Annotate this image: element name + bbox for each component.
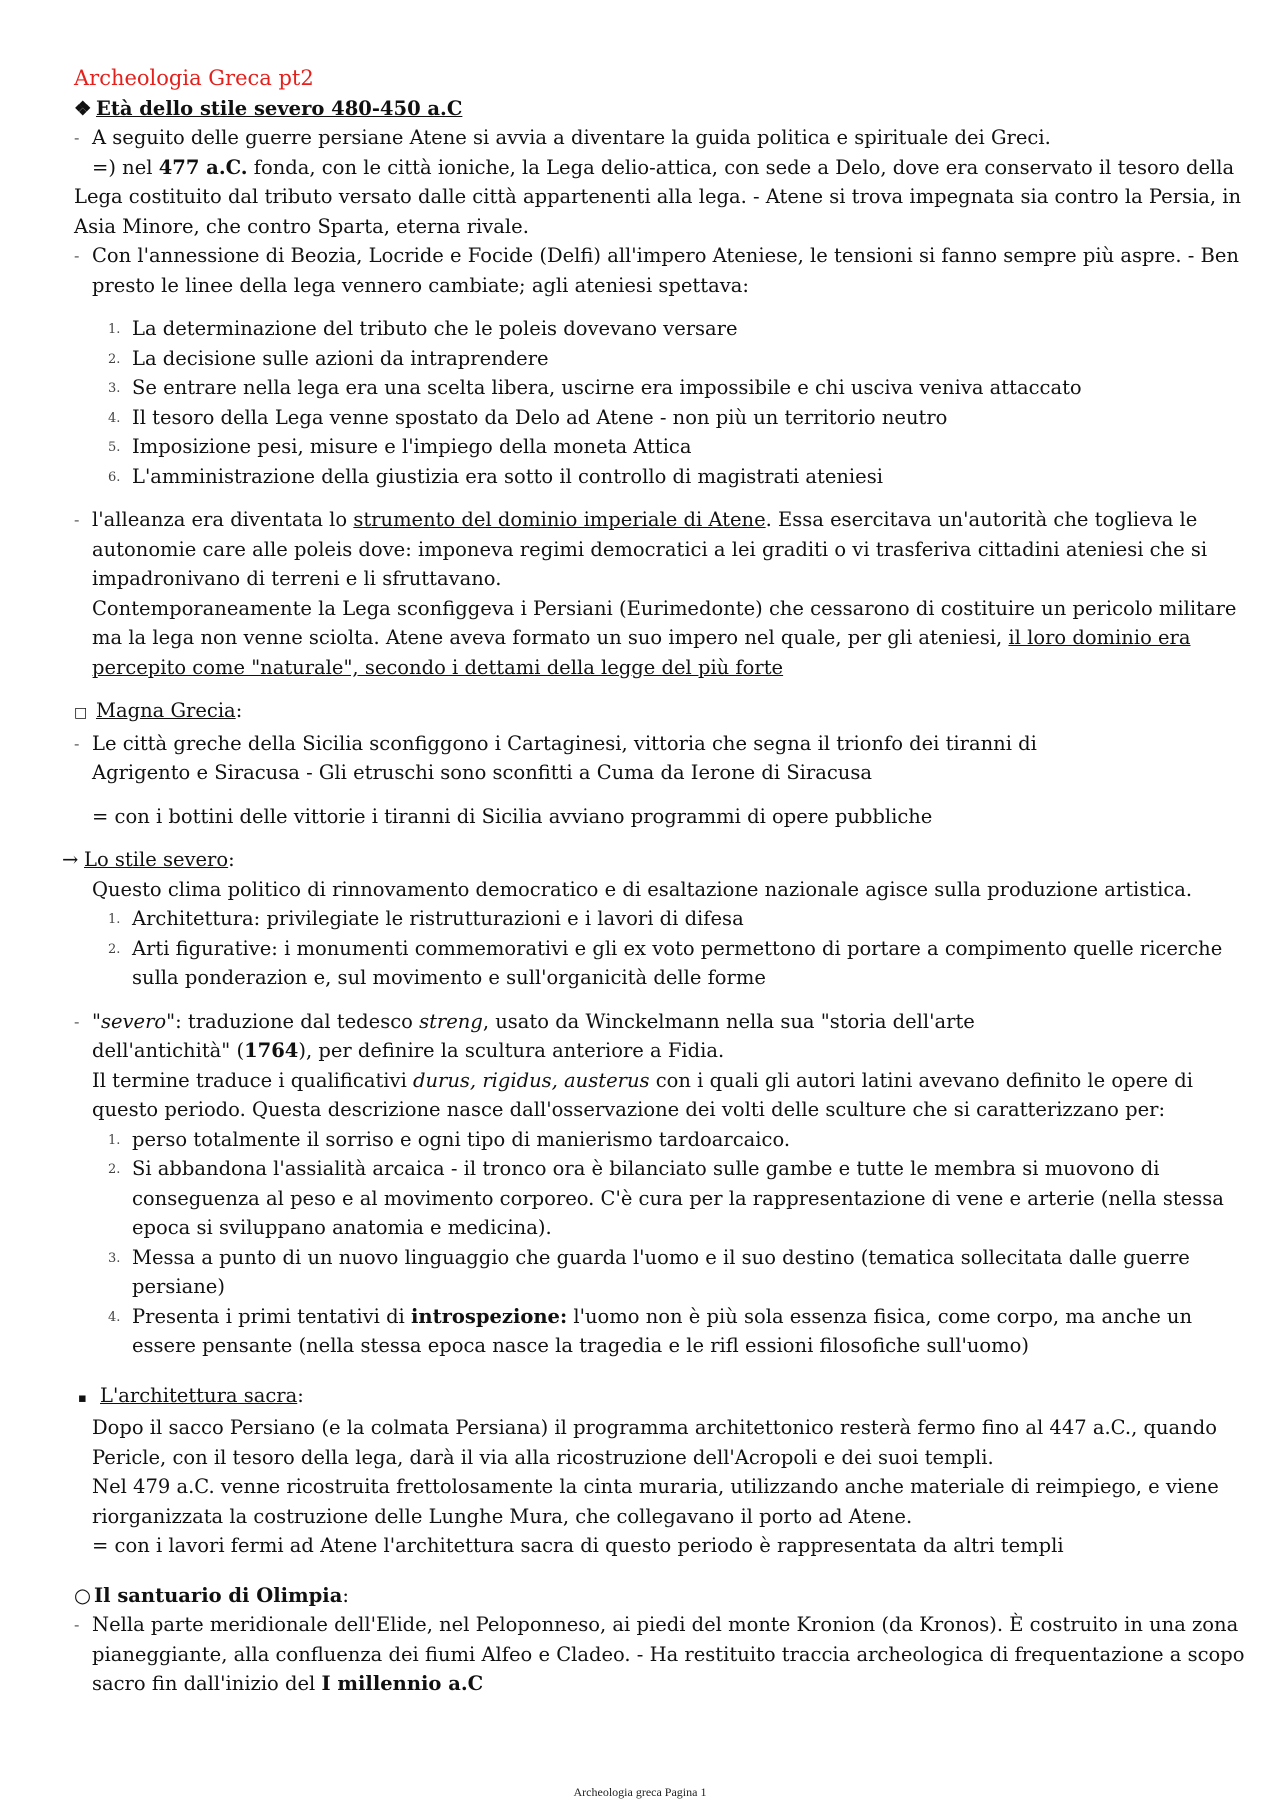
list-item: 1. Architettura: privilegiate le ristrutturazioni e i lavori di difesa — [108, 907, 744, 930]
section-heading-architettura-sacra: ▪ L'architettura sacra: — [74, 1381, 1254, 1414]
list-item: 1. La determinazione del tributo che le poleis dovevano versare — [108, 317, 738, 340]
paragraph: - Con l'annessione di Beozia, Locride e Focide (Delfi) all'impero Ateniese, le tensioni si fanno sempre più aspre. - Ben — [74, 241, 1254, 271]
paragraph: autonomie care alle poleis dove: imponeva regimi democratici a lei graditi o vi trasferiva cittadini ateniesi che si — [92, 537, 1208, 561]
paragraph: - l'alleanza era diventata lo strumento del dominio imperiale di Atene. Essa esercitava un'autorità che toglieva le — [74, 505, 1254, 535]
paragraph: dell'antichità" (1764), per definire la scultura anteriore a Fidia. — [92, 1039, 725, 1062]
paragraph: =) nel 477 a.C. fonda, con le città ioniche, la Lega delio-attica, con sede a Delo, dove era conservato il tesoro della — [92, 155, 1235, 179]
list-item: 3. Se entrare nella lega era una scelta libera, uscirne era impossibile e chi usciva veniva attaccato — [108, 376, 1082, 399]
list-item: 2. Si abbandona l'assialità arcaica - il tronco ora è bilanciato sulle gambe e tutte le membra si muovono di conseguenza al peso e al movimento corporeo. C'è cura per la rappresentazione di vene e arterie (nella stessa epoca si sviluppano anatomia e medicina). — [108, 1157, 1224, 1239]
list-item: 4. Il tesoro della Lega venne spostato da Delo ad Atene - non più un territorio neutro — [108, 405, 948, 429]
section-heading-stile-severo: ❖ Età dello stile severo 480-450 a.C — [74, 94, 1254, 124]
paragraph: - "severo": traduzione dal tedesco streng, usato da Winckelmann nella sua "storia dell'arte — [74, 1007, 1254, 1037]
paragraph: = con i bottini delle vittorie i tiranni di Sicilia avviano programmi di opere pubbliche — [92, 804, 933, 828]
list-item: 2. Arti figurative: i monumenti commemorativi e gli ex voto permettono di portare a compimento quelle ricerche sulla ponderazion e, sul movimento e sull'organicità delle forme — [108, 936, 1223, 989]
paragraph: Dopo il sacco Persiano (e la colmata Persiana) il programma architettonico resterà fermo fino al 447 a.C., quando — [92, 1416, 1217, 1439]
paragraph: Asia Minore, che contro Sparta, eterna rivale. — [74, 214, 529, 238]
list-item: 6. L'amministrazione della giustizia era sotto il controllo di magistrati ateniesi — [108, 464, 883, 488]
section-heading-magna-grecia: □ Magna Grecia: — [74, 696, 1254, 729]
paragraph: ma la lega non venne sciolta. Atene aveva formato un suo impero nel quale, per gli ateniesi, il loro dominio era — [92, 626, 1191, 649]
list-item: 3. Messa a punto di un nuovo linguaggio che guarda l'uomo e il suo destino (tematica sollecitata dalle guerre persiane) — [108, 1245, 1190, 1298]
paragraph: Agrigento e Siracusa - Gli etruschi sono sconfitti a Cuma da Ierone di Siracusa — [92, 761, 872, 784]
numbered-list — [74, 904, 1254, 993]
paragraph: - A seguito delle guerre persiane Atene si avvia a diventare la guida politica e spirituale dei Greci. — [74, 123, 1254, 153]
paragraph: presto le linee della lega vennero cambiate; agli ateniesi spettava: — [92, 273, 749, 297]
paragraph: impadronivano di terreni e li sfruttavano. — [92, 567, 502, 590]
paragraph: Questo clima politico di rinnovamento democratico e di esaltazione nazionale agisce sulla produzione artistica. — [92, 877, 1193, 901]
paragraph: = con i lavori fermi ad Atene l'architettura sacra di questo periodo è rappresentata da altri templi — [92, 1534, 1064, 1557]
paragraph: pianeggiante, alla confluenza dei fiumi Alfeo e Cladeo. - Ha restituito traccia archeologica di frequentazione a scopo — [92, 1642, 1245, 1666]
missing-glyph-icon: □ — [74, 705, 88, 721]
paragraph: - Le città greche della Sicilia sconfiggono i Cartaginesi, vittoria che segna il trionfo dei tiranni di — [74, 729, 1254, 759]
square-bullet-icon: ▪ — [78, 1390, 87, 1406]
page-title: Archeologia Greca pt2 — [74, 66, 314, 90]
numbered-list — [74, 314, 1254, 491]
circle-bullet-icon: ○ — [74, 1583, 92, 1607]
paragraph: Contemporaneamente la Lega sconfiggeva i Persiani (Eurimedonte) che cessarono di costituire un pericolo militare — [92, 596, 1237, 620]
paragraph: Pericle, con il tesoro della lega, darà il via alla ricostruzione dell'Acropoli e dei suoi templi. — [92, 1445, 994, 1469]
paragraph: Lega costituito dal tributo versato dalle città appartenenti alla lega. - Atene si trova impegnata sia contro la Persia, in — [74, 185, 1242, 208]
section-heading-stile-severo-2: → Lo stile severo: — [62, 845, 1254, 875]
paragraph: - Nella parte meridionale dell'Elide, nel Peloponneso, ai piedi del monte Kronion (da Kronos). È costruito in una zona — [74, 1610, 1254, 1640]
paragraph: Il termine traduce i qualificativi durus, rigidus, austerus con i quali gli autori latini avevano definito le opere di — [92, 1068, 1193, 1092]
paragraph: sacro fin dall'inizio del I millennio a.C — [92, 1672, 484, 1695]
list-item: 1. perso totalmente il sorriso e ogni tipo di manierismo tardoarcaico. — [108, 1127, 791, 1151]
list-item: 4. Presenta i primi tentativi di introspezione: l'uomo non è più sola essenza fisica, come corpo, ma anche un essere pensante (nella stessa epoca nasce la tragedia e le rifl essioni filosofiche sull'uomo) — [108, 1304, 1193, 1357]
list-item: 5. Imposizione pesi, misure e l'impiego della moneta Attica — [108, 435, 692, 458]
document-body — [62, 64, 1254, 1699]
numbered-list — [74, 1125, 1254, 1361]
diamond-bullet-icon: ❖ — [74, 96, 92, 120]
section-heading-olimpia: ○ Il santuario di Olimpia: — [74, 1581, 1254, 1611]
paragraph: questo periodo. Questa descrizione nasce dall'osservazione dei volti delle sculture che si caratterizzano per: — [92, 1098, 1166, 1121]
paragraph: percepito come "naturale", secondo i dettami della legge del più forte — [92, 655, 784, 679]
list-item: 2. La decisione sulle azioni da intraprendere — [108, 346, 549, 370]
page-footer: Archeologia greca Pagina 1 — [573, 1785, 707, 1799]
paragraph: riorganizzata la costruzione delle Lunghe Mura, che collegavano il porto ad Atene. — [92, 1504, 913, 1528]
arrow-right-icon: → — [62, 848, 79, 871]
paragraph: Nel 479 a.C. venne ricostruita frettolosamente la cinta muraria, utilizzando anche materiale di reimpiego, e viene — [92, 1475, 1219, 1498]
